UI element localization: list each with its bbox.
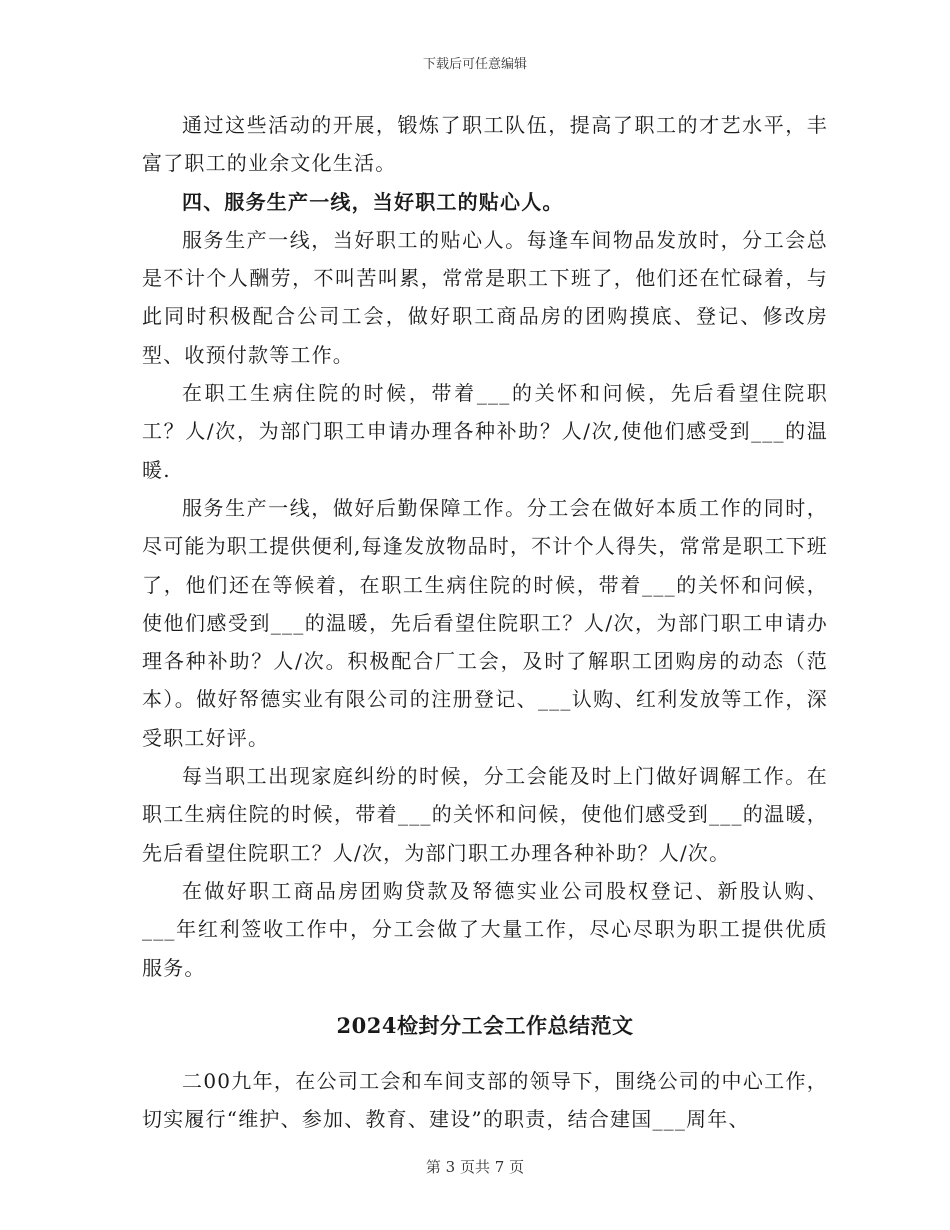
section-heading-four: 四、服务生产一线，当好职工的贴心人。 <box>182 189 564 214</box>
paragraph-activities-result: 通过这些活动的开展，锻炼了职工队伍，提高了职工的才艺水平，丰富了职工的业余文化生活。 <box>142 113 828 176</box>
paragraph-visit-sick: 在职工生病住院的时候，带着___的关怀和问候，先后看望住院职工？人/次，为部门职工申请办理各种补助？人/次,使他们感受到___的温暖. <box>142 381 828 482</box>
paragraph-2009-intro: 二00九年，在公司工会和车间支部的领导下，围绕公司的中心工作，切实履行“维护、参加、教育、建设”的职责，结合建国___周年、 <box>142 1068 828 1132</box>
document-body <box>142 106 828 1138</box>
paragraph-family-disputes: 每当职工出现家庭纠纷的时候，分工会能及时上门做好调解工作。在职工生病住院的时候，带着___的关怀和问候，使他们感受到___的温暖，先后看望住院职工？人/次，为部门职工办理各种补助？人/次。 <box>142 764 828 865</box>
paragraph-logistics: 服务生产一线，做好后勤保障工作。分工会在做好本质工作的同时，尽可能为职工提供便利,每逢发放物品时，不计个人得失，常常是职工下班了，他们还在等候着，在职工生病住院的时候，带着___的关怀和问候，使他们感受到___的温暖，先后看望住院职工？人/次，为部门职工申请办理各种补助？人/次。积极配合厂工会，及时了解职工团购房的动态（范本）。做好帑德实业有限公司的注册登记、___认购、红利发放等工作，深受职工好评。 <box>142 495 828 750</box>
section-title: 2024检封分工会工作总结范文 <box>336 1012 634 1038</box>
page-footer: 第 3 页共 7 页 <box>425 1158 525 1176</box>
paragraph-serve-frontline: 服务生产一线，当好职工的贴心人。每逢车间物品发放时，分工会总是不计个人酬劳，不叫苦叫累，常常是职工下班了，他们还在忙碌着，与此同时积极配合公司工会，做好职工商品房的团购摸底、登记、修改房型、收预付款等工作。 <box>142 227 828 367</box>
paragraph-housing-loans: 在做好职工商品房团购贷款及帑德实业公司股权登记、新股认购、___年红利签收工作中，分工会做了大量工作，尽心尽职为职工提供优质服务。 <box>142 878 828 980</box>
page-header: 下载后可任意编辑 <box>422 57 527 72</box>
